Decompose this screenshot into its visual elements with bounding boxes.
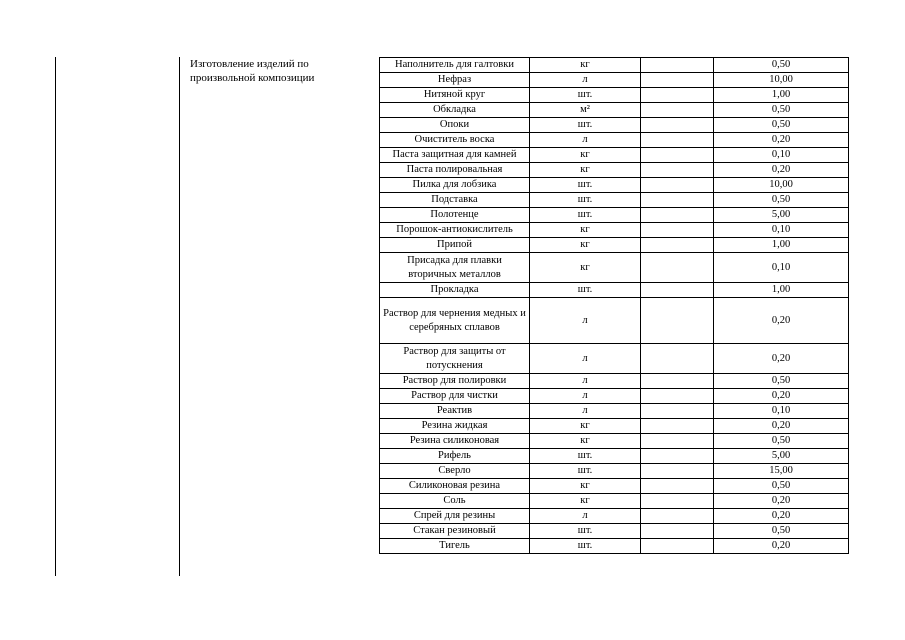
- material-name-cell: Очиститель воска: [380, 133, 530, 148]
- quantity-cell: 0,20: [714, 344, 849, 374]
- empty-cell: [641, 163, 714, 178]
- unit-cell: шт.: [530, 524, 641, 539]
- table-row: [380, 163, 849, 178]
- unit-cell: кг: [530, 58, 641, 73]
- quantity-cell: 0,50: [714, 374, 849, 389]
- material-name-cell: Резина силиконовая: [380, 434, 530, 449]
- unit-cell: м²: [530, 103, 641, 118]
- table-row: [380, 374, 849, 389]
- quantity-cell: 1,00: [714, 88, 849, 103]
- quantity-cell: 0,20: [714, 539, 849, 554]
- material-name-cell: Обкладка: [380, 103, 530, 118]
- unit-cell: л: [530, 374, 641, 389]
- quantity-cell: 0,10: [714, 148, 849, 163]
- quantity-cell: 5,00: [714, 208, 849, 223]
- unit-cell: шт.: [530, 88, 641, 103]
- table-row: [380, 539, 849, 554]
- empty-cell: [641, 58, 714, 73]
- table-row: [380, 178, 849, 193]
- table-row: [380, 389, 849, 404]
- table-row: [380, 88, 849, 103]
- material-name-cell: Паста защитная для камней: [380, 148, 530, 163]
- empty-cell: [641, 118, 714, 133]
- table-row: [380, 494, 849, 509]
- unit-cell: шт.: [530, 449, 641, 464]
- table-row: [380, 73, 849, 88]
- material-name-cell: Наполнитель для галтовки: [380, 58, 530, 73]
- quantity-cell: 0,20: [714, 419, 849, 434]
- empty-cell: [641, 103, 714, 118]
- unit-cell: л: [530, 509, 641, 524]
- material-name-cell: Опоки: [380, 118, 530, 133]
- unit-cell: л: [530, 298, 641, 344]
- unit-cell: кг: [530, 223, 641, 238]
- empty-cell: [641, 449, 714, 464]
- empty-cell: [641, 464, 714, 479]
- quantity-cell: 10,00: [714, 178, 849, 193]
- quantity-cell: 0,20: [714, 509, 849, 524]
- materials-table-body: [380, 58, 849, 554]
- quantity-cell: 1,00: [714, 238, 849, 253]
- table-row: [380, 193, 849, 208]
- quantity-cell: 0,50: [714, 118, 849, 133]
- quantity-cell: 15,00: [714, 464, 849, 479]
- quantity-cell: 0,50: [714, 58, 849, 73]
- material-name-cell: Рифель: [380, 449, 530, 464]
- left-border-line: [55, 57, 56, 576]
- table-row: [380, 479, 849, 494]
- unit-cell: л: [530, 389, 641, 404]
- unit-cell: л: [530, 73, 641, 88]
- material-name-cell: Стакан резиновый: [380, 524, 530, 539]
- table-row: [380, 133, 849, 148]
- unit-cell: шт.: [530, 178, 641, 193]
- empty-cell: [641, 88, 714, 103]
- unit-cell: шт.: [530, 464, 641, 479]
- table-row: [380, 419, 849, 434]
- empty-cell: [641, 223, 714, 238]
- material-name-cell: Припой: [380, 238, 530, 253]
- table-row: [380, 524, 849, 539]
- quantity-cell: 0,50: [714, 479, 849, 494]
- table-row: [380, 223, 849, 238]
- material-name-cell: Полотенце: [380, 208, 530, 223]
- empty-cell: [641, 133, 714, 148]
- unit-cell: шт.: [530, 208, 641, 223]
- quantity-cell: 0,10: [714, 404, 849, 419]
- empty-cell: [641, 148, 714, 163]
- material-name-cell: Присадка для плавки вторичных металлов: [380, 253, 530, 283]
- table-row: [380, 449, 849, 464]
- material-name-cell: Спрей для резины: [380, 509, 530, 524]
- empty-cell: [641, 419, 714, 434]
- material-name-cell: Раствор для чернения медных и серебряных сплавов: [380, 298, 530, 344]
- unit-cell: шт.: [530, 539, 641, 554]
- unit-cell: кг: [530, 163, 641, 178]
- quantity-cell: 10,00: [714, 73, 849, 88]
- material-name-cell: Реактив: [380, 404, 530, 419]
- unit-cell: л: [530, 404, 641, 419]
- material-name-cell: Пилка для лобзика: [380, 178, 530, 193]
- unit-cell: кг: [530, 479, 641, 494]
- table-row: [380, 118, 849, 133]
- table-row: [380, 148, 849, 163]
- material-name-cell: Порошок-антиокислитель: [380, 223, 530, 238]
- unit-cell: шт.: [530, 193, 641, 208]
- section-label: Изготовление изделий по произвольной композиции: [190, 58, 315, 84]
- empty-cell: [641, 178, 714, 193]
- table-row: [380, 58, 849, 73]
- empty-cell: [641, 253, 714, 283]
- table-row: [380, 208, 849, 223]
- unit-cell: шт.: [530, 118, 641, 133]
- material-name-cell: Раствор для чистки: [380, 389, 530, 404]
- material-name-cell: Прокладка: [380, 283, 530, 298]
- empty-cell: [641, 208, 714, 223]
- empty-cell: [641, 434, 714, 449]
- unit-cell: кг: [530, 253, 641, 283]
- material-name-cell: Подставка: [380, 193, 530, 208]
- empty-cell: [641, 479, 714, 494]
- table-row: [380, 283, 849, 298]
- empty-cell: [641, 298, 714, 344]
- empty-cell: [641, 344, 714, 374]
- material-name-cell: Сверло: [380, 464, 530, 479]
- table-row: [380, 238, 849, 253]
- material-name-cell: Силиконовая резина: [380, 479, 530, 494]
- unit-cell: кг: [530, 238, 641, 253]
- material-name-cell: Раствор для защиты от потускнения: [380, 344, 530, 374]
- unit-cell: кг: [530, 419, 641, 434]
- table-row: [380, 464, 849, 479]
- table-row: [380, 509, 849, 524]
- empty-cell: [641, 238, 714, 253]
- material-name-cell: Паста полировальная: [380, 163, 530, 178]
- empty-cell: [641, 283, 714, 298]
- unit-cell: кг: [530, 148, 641, 163]
- quantity-cell: 5,00: [714, 449, 849, 464]
- table-row: [380, 103, 849, 118]
- quantity-cell: 0,20: [714, 133, 849, 148]
- quantity-cell: 0,20: [714, 389, 849, 404]
- material-name-cell: Резина жидкая: [380, 419, 530, 434]
- quantity-cell: 0,50: [714, 524, 849, 539]
- quantity-cell: 0,20: [714, 163, 849, 178]
- column-divider-line: [179, 57, 180, 576]
- empty-cell: [641, 539, 714, 554]
- quantity-cell: 0,20: [714, 298, 849, 344]
- empty-cell: [641, 374, 714, 389]
- table-row: [380, 404, 849, 419]
- empty-cell: [641, 389, 714, 404]
- materials-table: [379, 57, 849, 554]
- quantity-cell: 0,50: [714, 103, 849, 118]
- empty-cell: [641, 404, 714, 419]
- quantity-cell: 0,50: [714, 434, 849, 449]
- unit-cell: л: [530, 344, 641, 374]
- quantity-cell: 0,10: [714, 253, 849, 283]
- material-name-cell: Нитяной круг: [380, 88, 530, 103]
- quantity-cell: 0,20: [714, 494, 849, 509]
- quantity-cell: 0,10: [714, 223, 849, 238]
- quantity-cell: 1,00: [714, 283, 849, 298]
- table-row: [380, 298, 849, 344]
- empty-cell: [641, 524, 714, 539]
- material-name-cell: Тигель: [380, 539, 530, 554]
- empty-cell: [641, 509, 714, 524]
- empty-cell: [641, 494, 714, 509]
- material-name-cell: Нефраз: [380, 73, 530, 88]
- empty-cell: [641, 193, 714, 208]
- unit-cell: шт.: [530, 283, 641, 298]
- unit-cell: л: [530, 133, 641, 148]
- table-row: [380, 344, 849, 374]
- material-name-cell: Раствор для полировки: [380, 374, 530, 389]
- quantity-cell: 0,50: [714, 193, 849, 208]
- unit-cell: кг: [530, 494, 641, 509]
- table-row: [380, 253, 849, 283]
- material-name-cell: Соль: [380, 494, 530, 509]
- table-row: [380, 434, 849, 449]
- empty-cell: [641, 73, 714, 88]
- unit-cell: кг: [530, 434, 641, 449]
